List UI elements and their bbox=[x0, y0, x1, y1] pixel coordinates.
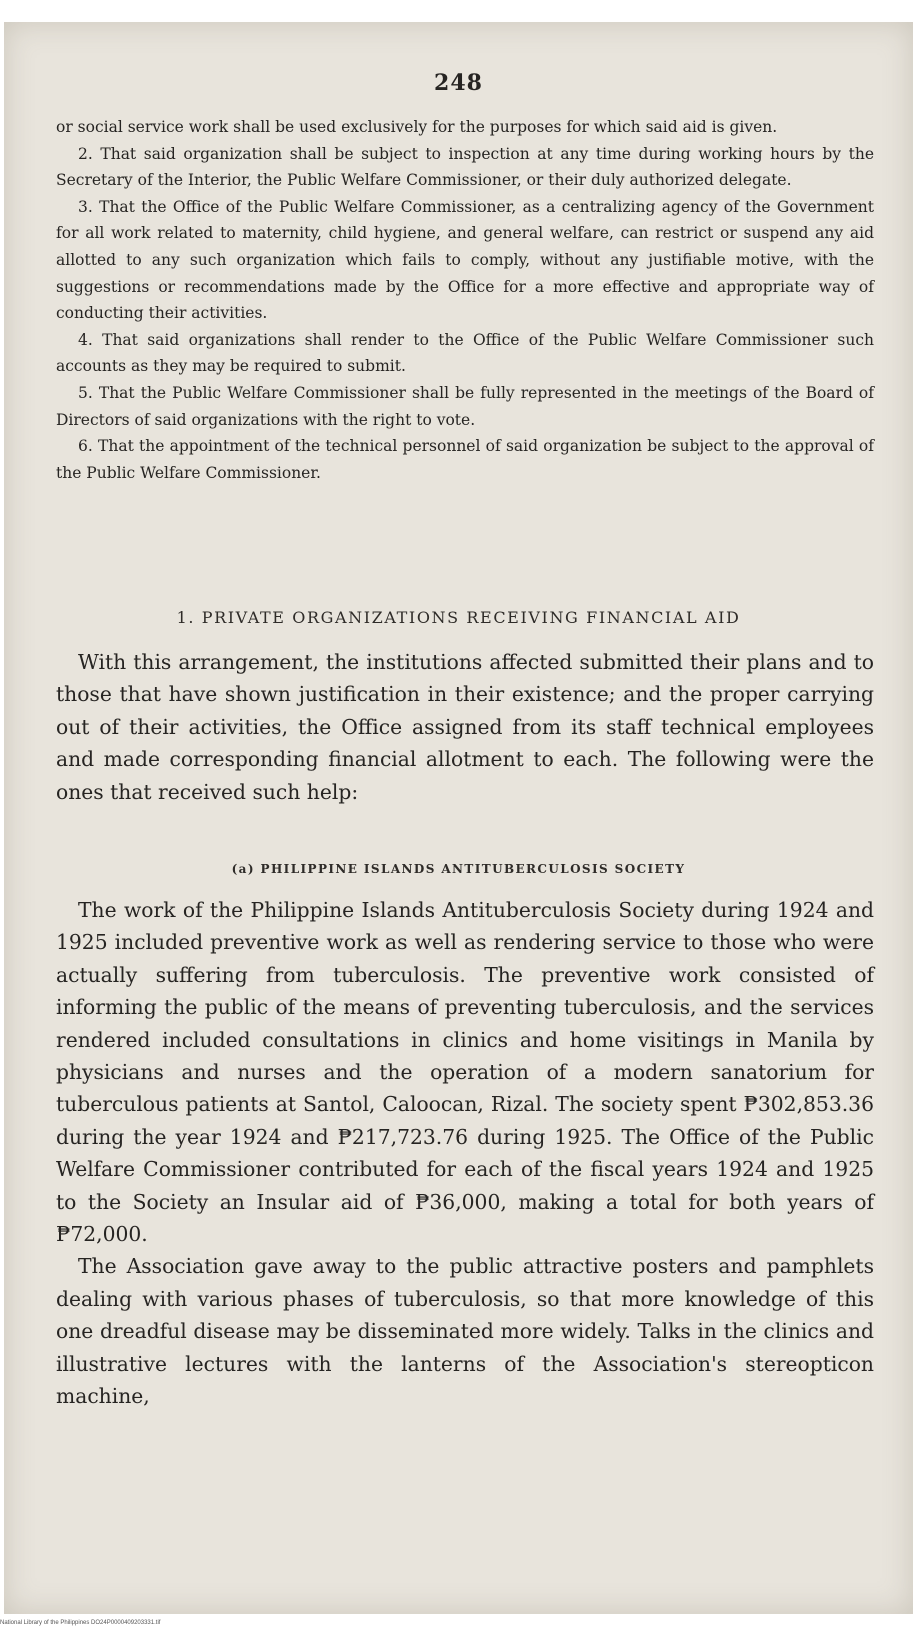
section-intro-block bbox=[56, 646, 874, 808]
document-page bbox=[4, 22, 913, 1614]
intro-text-block bbox=[56, 114, 874, 486]
paragraph-item-5: 5. That the Public Welfare Commissioner shall be fully represented in the meetings of the Board of Directors of said organizations with the right to vote. bbox=[56, 383, 874, 429]
paragraph-item-6: 6. That the appointment of the technical personnel of said organization be subject to the approval of the Public Welfare Commissioner. bbox=[56, 437, 874, 482]
paragraph-item-4: 4. That said organizations shall render to the Office of the Public Welfare Commissioner such accounts as they may be required to submit. bbox=[56, 330, 874, 376]
paragraph-item-2: 2. That said organization shall be subject to inspection at any time during working hours by the Secretary of the Interior, the Public Welfare Commissioner, or their duly authorized delegate. bbox=[56, 144, 874, 190]
society-work-paragraph: The work of the Philippine Islands Antituberculosis Society during 1924 and 1925 included preventive work as well as rendering service to those who were actually suffering from tuberculosis. The preventive work consisted of informing the public of the means of preventing tuberculosis, and the services rendered included consultations in clinics and home visitings in Manila by physicians and nurses and the operation of a modern sanatorium for tuberculous patients at Santol, Caloocan, Rizal. The society spent ₱302,853.36 during the year 1924 and ₱217,723.76 during 1925. The Office of the Public Welfare Commissioner contributed for each of the fiscal years 1924 and 1925 to the Society an Insular aid of ₱36,000, making a total for both years of ₱72,000. bbox=[56, 898, 874, 1247]
section-heading: 1. PRIVATE ORGANIZATIONS RECEIVING FINANCIAL AID bbox=[176, 608, 741, 627]
scan-credit-footer: National Library of the Philippines DO24P0000409203331.tif bbox=[0, 1620, 161, 1626]
paragraph-continuation: or social service work shall be used exclusively for the purposes for which said aid is given. bbox=[56, 118, 778, 136]
page-number: 248 bbox=[434, 70, 483, 96]
subsection-heading: (a) PHILIPPINE ISLANDS ANTITUBERCULOSIS SOCIETY bbox=[231, 862, 686, 876]
paragraph-item-3: 3. That the Office of the Public Welfare Commissioner, as a centralizing agency of the Government for all work related to maternity, child hygiene, and general welfare, can restrict or suspend any aid allotted to any such organization which fails to comply, without any justifiable motive, with the suggestions or recommendations made by the Office for a more effective and appropriate way of conducting their activities. bbox=[56, 197, 874, 323]
subsection-text-block bbox=[56, 894, 874, 1413]
association-paragraph: The Association gave away to the public attractive posters and pamphlets dealing with various phases of tuberculosis, so that more knowledge of this one dreadful disease may be disseminated more widely. Talks in the clinics and illustrative lectures with the lanterns of the Association's stereopticon machine, bbox=[56, 1254, 874, 1409]
section-intro-paragraph: With this arrangement, the institutions affected submitted their plans and to those that have shown justification in their existence; and the proper carrying out of their activities, the Office assigned from its staff technical employees and made corresponding financial allotment to each. The following were the ones that received such help: bbox=[56, 650, 874, 804]
